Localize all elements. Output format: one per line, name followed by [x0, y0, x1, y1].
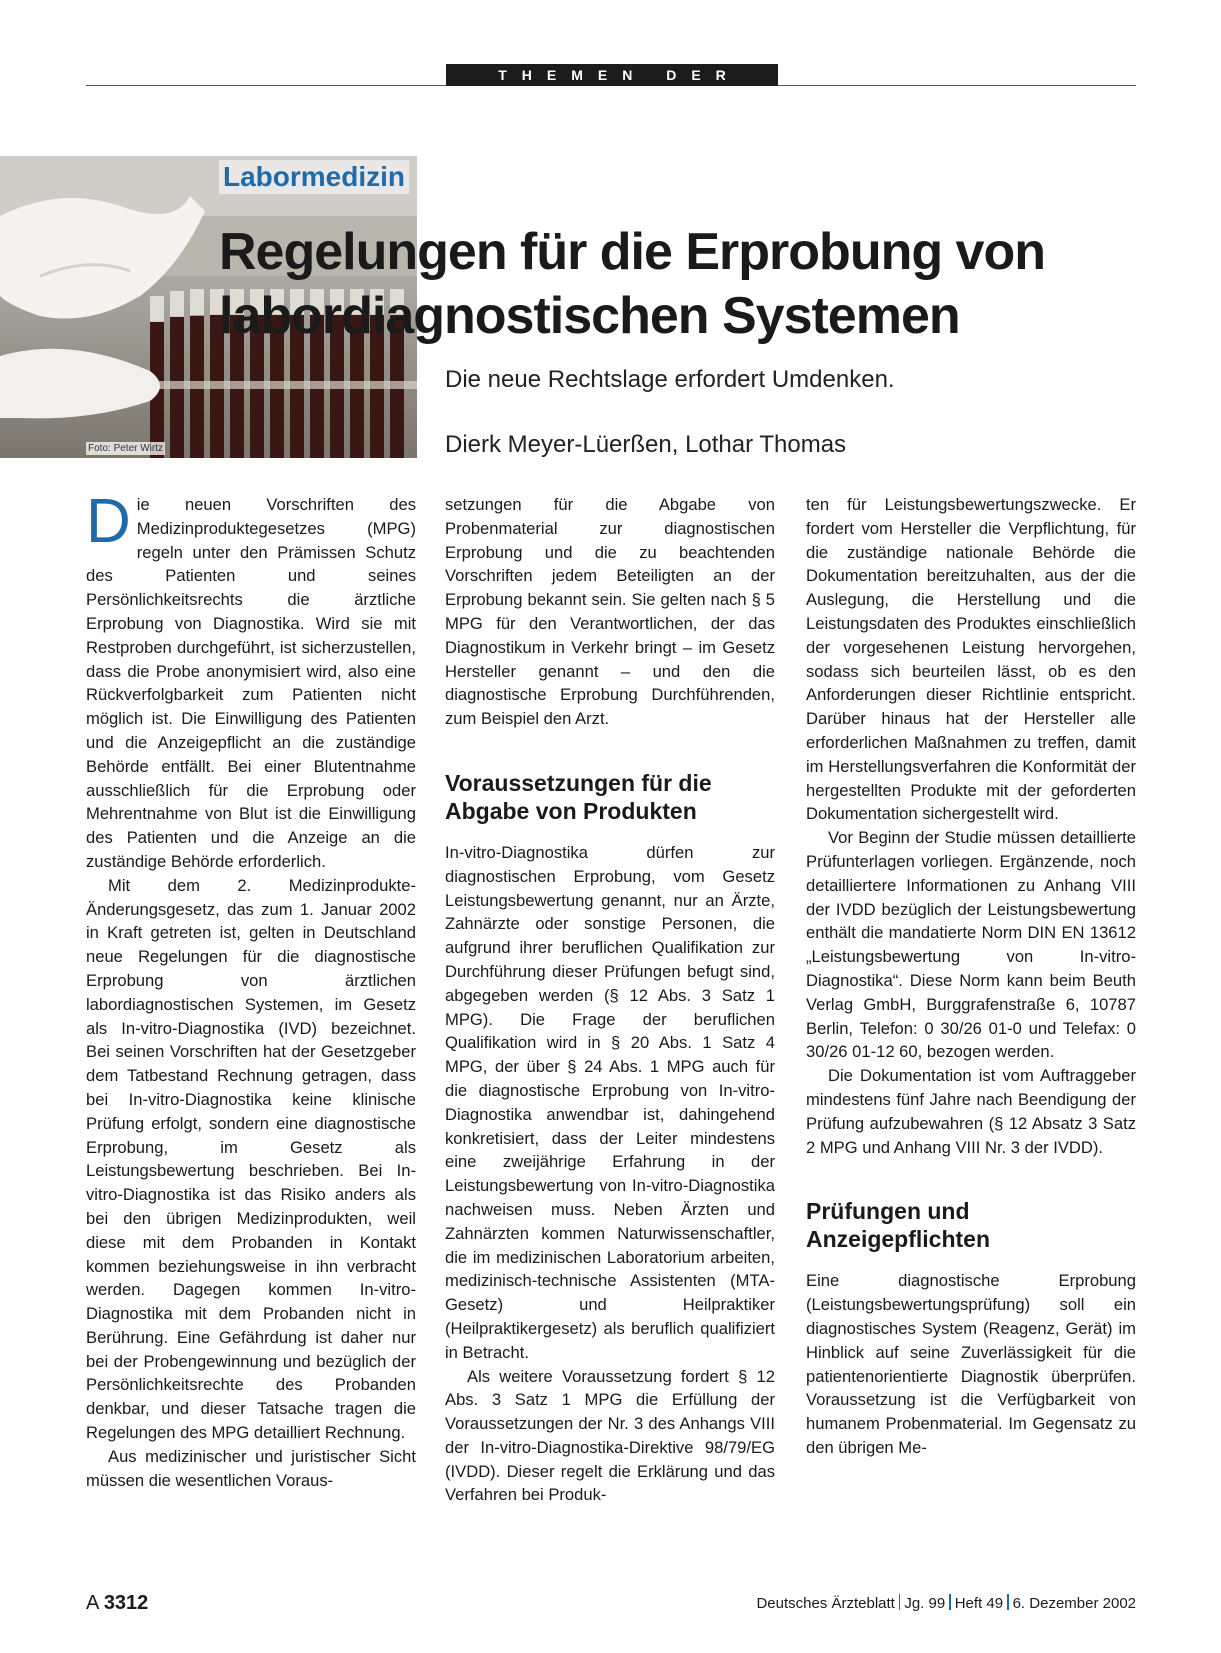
paragraph: ten für Leistungsbewertungszwecke. Er fordert vom Hersteller die Verpflichtung, für die zuständige nationale Behörde die Dokumentation bereitzuhalten, aus der die Auslegung, die Herstellung und die Leistungsdaten des Produktes einschließlich der vorgesehenen Leistung hervorgehen, sodass sich beurteilen lässt, ob es den Anforderungen dieser Richtlinie entspricht. Darüber hinaus hat der Hersteller alle erforderlichen Maßnahmen zu treffen, damit im Herstellungsverfahren die Konformität der hergestellten Produkte mit der geforderten Dokumentation sichergestellt wird. [806, 495, 1136, 824]
drop-cap: D [86, 487, 131, 556]
separator [949, 1594, 951, 1610]
paragraph: Die Dokumentation ist vom Auftraggeber mindestens fünf Jahre nach Beendigung der Prüfung aufzubewahren (§ 12 Absatz 3 Satz 2 MPG und Anhang VIII Nr. 3 der IVDD). [806, 1066, 1136, 1157]
page-number [86, 1592, 148, 1615]
journal-date: 6. Dezember 2002 [1012, 1595, 1136, 1612]
paragraph: Vor Beginn der Studie müssen detaillierte Prüfunterlagen vorliegen. Ergänzende, noch detailliertere Informationen zu Anhang VIII der IVDD bezüglich der Leistungsbewertung enthält die mandatierte Norm DIN EN 13612 „Leistungsbewertung von In-vitro-Diagnostika“. Diese Norm kann beim Beuth Verlag GmbH, Burggrafenstraße 6, 10787 Berlin, Telefon: 0 30/26 01-0 und Telefax: 0 30/26 01-12 60, bezogen werden. [806, 828, 1136, 1062]
article-authors: Dierk Meyer-Lüerßen, Lothar Thomas [445, 431, 847, 458]
page-prefix: A [86, 1592, 99, 1614]
paragraph: Eine diagnostische Erprobung (Leistungsbewertungsprüfung) soll ein diagnostisches System (Reagenz, Gerät) im Hinblick auf seine Zuverlässigkeit für die patientenorientierte Diagnostik überprüfen. Voraussetzung ist die Verfügbarkeit von humanem Probenmaterial. Im Gegensatz zu den übrigen Me- [806, 1271, 1136, 1457]
paragraph: Aus medizinischer und juristischer Sicht müssen die wesentlichen Voraus- [86, 1446, 416, 1490]
photo-credit: Foto: Peter Wirtz [88, 443, 164, 454]
subheading: Prüfungen und Anzeigepflichten [806, 1198, 991, 1253]
journal-name: Deutsches Ärzteblatt [756, 1595, 895, 1612]
paragraph: Mit dem 2. Medizinprodukte-Änderungsgesetz, das zum 1. Januar 2002 in Kraft getreten ist, gelten in Deutschland neue Regelungen für die diagnostische Erprobung von ärztlichen labordiagnostischen Systemen, im Gesetz als In-vitro-Diagnostika (IVD) bezeichnet. Bei seinen Vorschriften hat der Gesetzgeber dem Tatbestand Rechnung getragen, dass bei In-vitro-Diagnostika keine klinische Prüfung erfolgt, sondern eine diagnostische Erprobung, im Gesetz als Leistungsbewertung beschrieben. Bei In-vitro-Diagnostika ist das Risiko anders als bei den übrigen Medizinprodukten, weil diese mit dem Probanden in Kontakt kommen beziehungsweise in ihn verbracht werden. Dagegen kommen In-vitro-Diagnostika mit dem Probanden nicht in Berührung. Eine Gefährdung ist daher nur bei der Probengewinnung und bezüglich der Persönlichkeitsrechte des Probanden denkbar, und dieser Tatsache tragen die Regelungen des MPG detailliert Rechnung. [86, 875, 416, 1443]
page-number-value: 3312 [103, 1592, 149, 1614]
section-label: THEMEN DER ZEIT [446, 64, 778, 86]
subheading: Voraussetzungen für die Abgabe von Produkten [445, 769, 712, 824]
journal-volume: Jg. 99 [904, 1595, 946, 1612]
kicker: Labormedizin [219, 160, 409, 194]
separator [899, 1594, 901, 1610]
paragraph: Als weitere Voraussetzung fordert § 12 Abs. 3 Satz 1 MPG die Erfüllung der Voraussetzungen der Nr. 3 des Anhangs VIII der In-vitro-Diagnostika-Direktive 98/79/EG (IVDD). Dieser regelt die Erklärung und das Verfahren bei Produk- [445, 1366, 775, 1505]
paragraph: In-vitro-Diagnostika dürfen zur diagnostischen Erprobung, vom Gesetz Leistungsbewertung genannt, nur an Ärzte, Zahnärzte oder sonstige Personen, die aufgrund ihrer beruflichen Qualifikation zur Durchführung dieser Prüfungen befugt sind, abgegeben werden (§ 12 Abs. 3 Satz 1 MPG). Die Frage der beruflichen Qualifikation wird in § 20 Abs. 1 Satz 4 MPG, der über § 24 Abs. 1 MPG auch für die diagnostische Erprobung von In-vitro-Diagnostika anwendbar ist, dahingehend konkretisiert, dass der Leiter mindestens eine zweijährige Erfahrung in der Leistungsbewertung von In-vitro-Diagnostika nachweisen muss. Neben Ärzten und Zahnärzten kommen Naturwissenschaftler, die im medizinischen Laboratorium arbeiten, medizinisch-technische Assistenten (MTA-Gesetz) und Heilpraktiker (Heilpraktikergesetz) als beruflich qualifiziert in Betracht. [445, 842, 775, 1362]
separator [1007, 1594, 1009, 1610]
text-column-3 [806, 493, 1136, 1460]
paragraph-text: ie neuen Vorschriften des Medizinproduktegesetzes (MPG) regeln unter den Prämissen Schutz des Patienten und seines Persönlichkeitsrechts die ärztliche Erprobung von Diagnostika. Wird sie mit Restproben durchgeführt, ist sicherzustellen, dass die Probe anonymisiert wird, also eine Rückverfolgbarkeit zum Patienten nicht möglich ist. Die Einwilligung des Patienten und die Anzeigepflicht an die zuständige Behörde entfällt. Bei einer Blutentnahme ausschließlich für die Erprobung oder Mehrentnahme von Blut ist die Einwilligung des Patienten und die Anzeige an die zuständige Behörde erforderlich. [86, 495, 416, 871]
paragraph [86, 487, 416, 874]
paragraph: setzungen für die Abgabe von Probenmaterial zur diagnostischen Erprobung und die zu beachtenden Vorschriften jedem Beteiligten an der Erprobung bekannt sein. Sie gelten nach § 5 MPG für den Verantwortlichen, der das Diagnostikum in Verkehr bringt – im Gesetz Hersteller genannt – und den die diagnostische Erprobung Durchführenden, zum Beispiel den Arzt. [445, 495, 775, 729]
text-column-2 [445, 493, 775, 1507]
article-subtitle: Die neue Rechtslage erfordert Umdenken. [445, 366, 895, 393]
article-title: Regelungen für die Erprobung von labordiagnostischen Systemen [219, 223, 1045, 345]
journal-info [756, 1594, 1136, 1612]
journal-issue: Heft 49 [954, 1595, 1004, 1612]
text-column-1 [86, 487, 416, 1492]
